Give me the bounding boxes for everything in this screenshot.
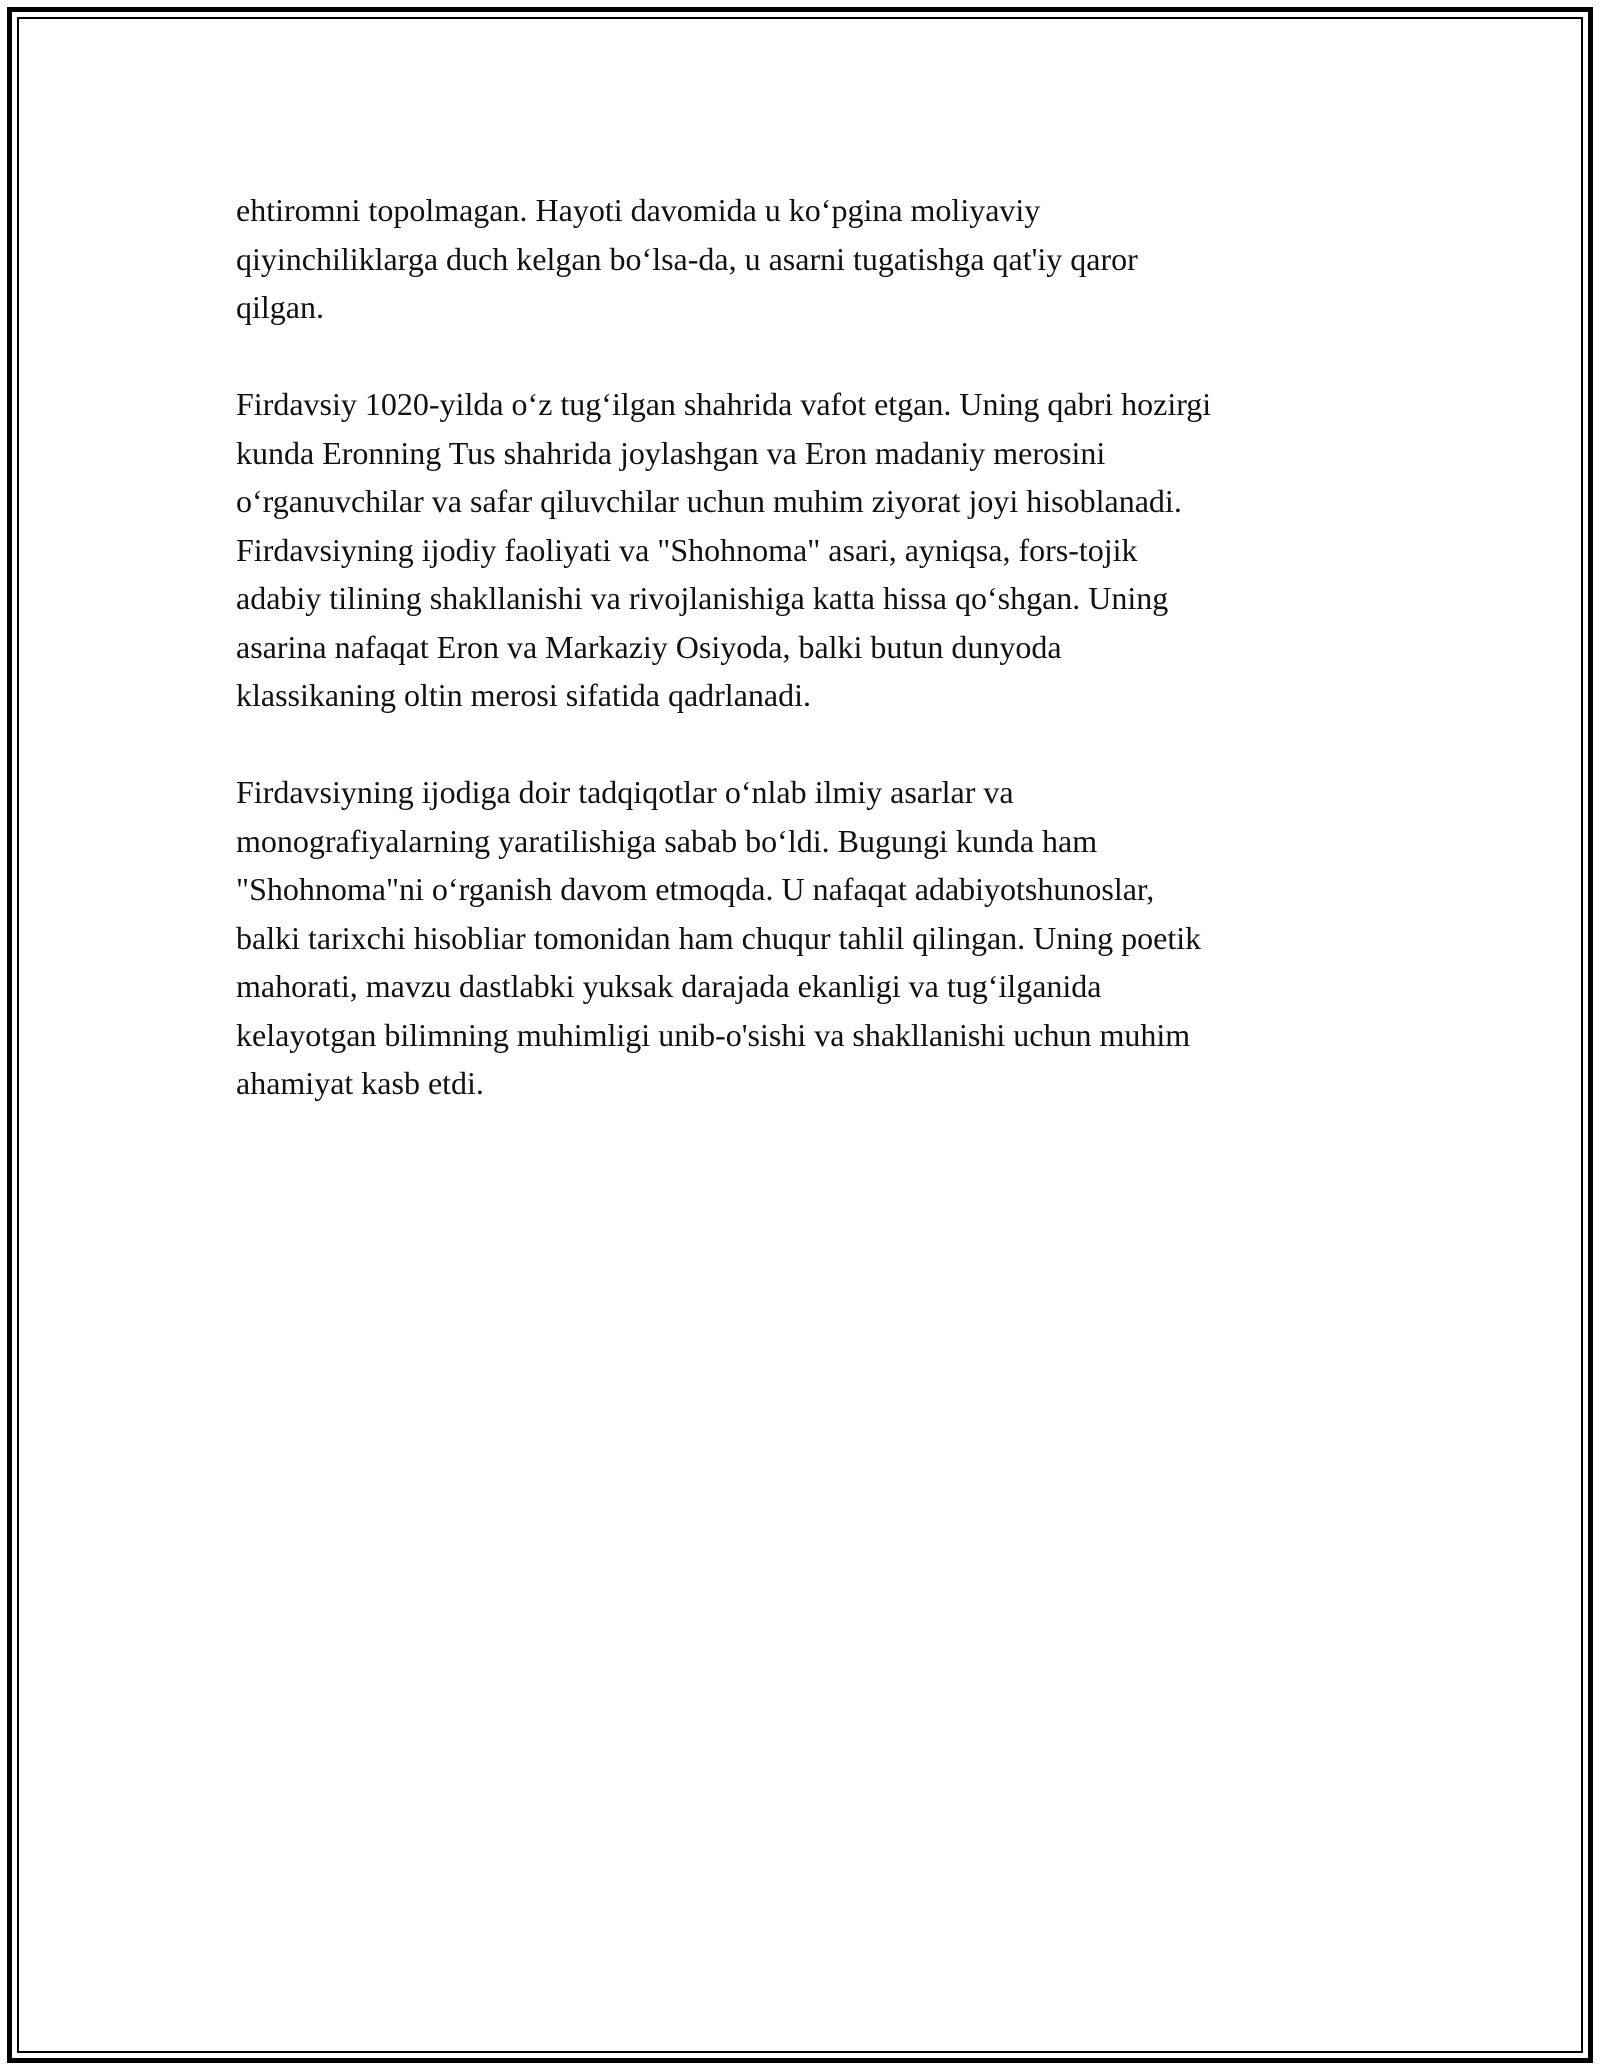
- paragraph: Firdavsiyning ijodiga doir tadqiqotlar o‘nlab ilmiy asarlar va monografiyalarning yaratilishiga sabab bo‘ldi. Bugungi kunda ham "Shohnoma"ni o‘rganish davom etmoqda. U nafaqat adabiyotshunoslar, balki tarixchi hisobliar tomonidan ham chuqur tahlil qilingan. Uning poetik mahorati, mavzu dastlabki yuksak darajada ekanligi va tug‘ilganida kelayotgan bilimning muhimligi unib-o'sishi va shakllanishi uchun muhim ahamiyat kasb etdi.: [236, 774, 1202, 1101]
- paragraph: Firdavsiy 1020-yilda o‘z tug‘ilgan shahrida vafot etgan. Uning qabri hozirgi kunda Eronning Tus shahrida joylashgan va Eron madaniy merosini o‘rganuvchilar va safar qiluvchilar uchun muhim ziyorat joyi hisoblanadi. Firdavsiyning ijodiy faoliyati va "Shohnoma" asari, ayniqsa, fors-tojik adabiy tilining shakllanishi va rivojlanishiga katta hissa qo‘shgan. Uning asarina nafaqat Eron va Markaziy Osiyoda, balki butun dunyoda klassikaning oltin merosi sifatida qadrlanadi.: [236, 386, 1212, 713]
- paragraph: ehtiromni topolmagan. Hayoti davomida u ko‘pgina moliyaviy qiyinchiliklarga duch kelgan bo‘lsa-da, u asarni tugatishga qat'iy qaror qilgan.: [236, 192, 1138, 325]
- document-body: [236, 186, 1376, 1108]
